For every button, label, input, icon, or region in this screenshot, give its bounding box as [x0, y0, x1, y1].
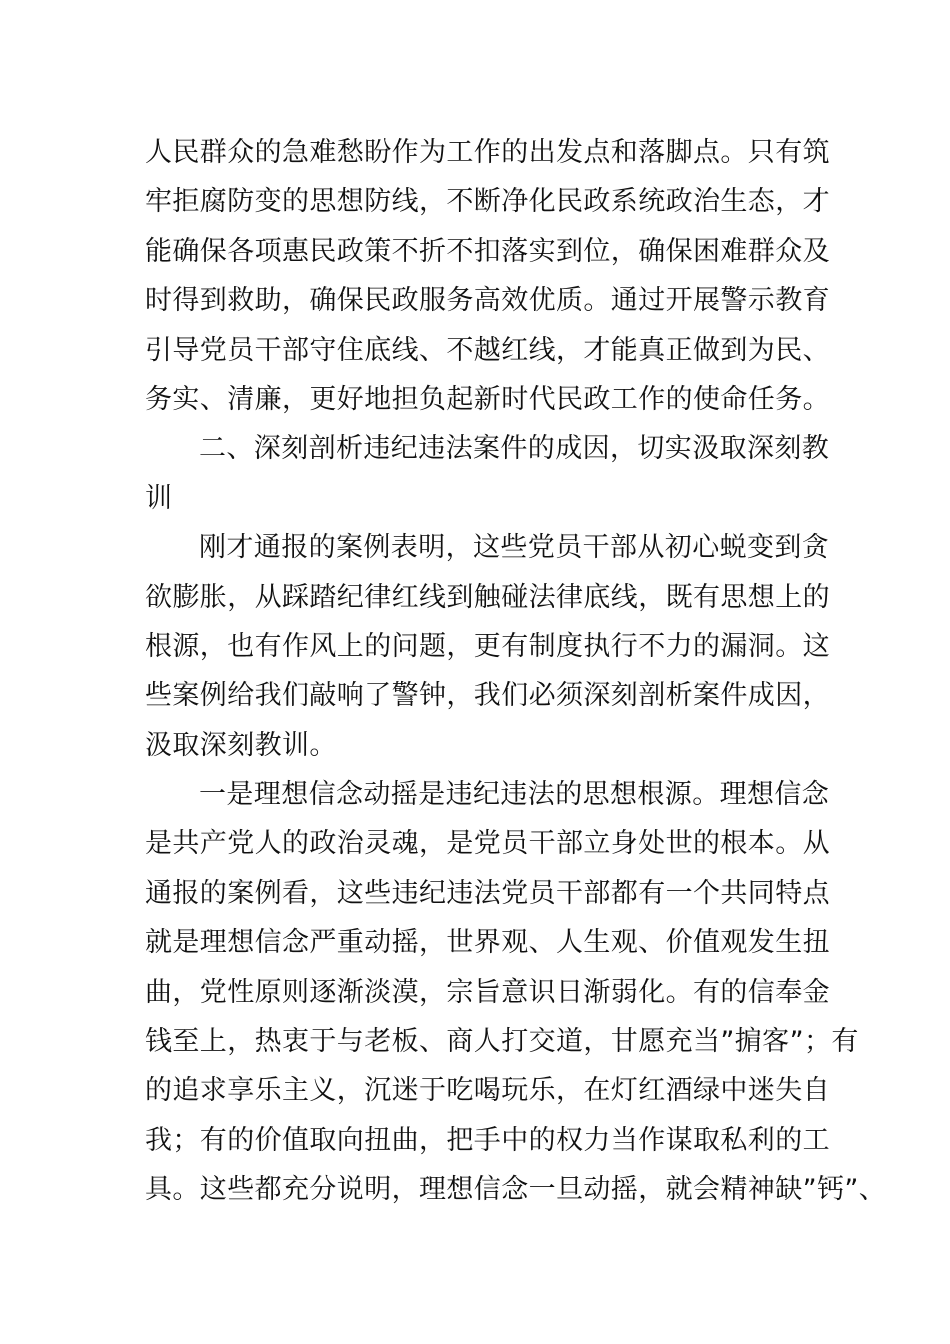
document-body	[145, 128, 887, 1215]
text-line: 能确保各项惠民政策不折不扣落实到位，确保困难群众及	[145, 235, 830, 267]
text-line: 的追求享乐主义，沉迷于吃喝玩乐，在灯红酒绿中迷失自	[145, 1075, 830, 1107]
text-line: 引导党员干部守住底线、不越红线，才能真正做到为民、	[145, 334, 830, 366]
text-line: 具。这些都充分说明，理想信念一旦动摇，就会精神缺”钙”、	[145, 1174, 887, 1206]
text-line: 钱至上，热衷于与老板、商人打交道，甘愿充当”掮客”；有	[145, 1026, 859, 1058]
text-line: 根源，也有作风上的问题，更有制度执行不力的漏洞。这	[145, 630, 830, 662]
text-line: 欲膨胀，从踩踏纪律红线到触碰法律底线，既有思想上的	[145, 581, 830, 613]
text-line: 牢拒腐防变的思想防线，不断净化民政系统政治生态，才	[145, 186, 830, 218]
text-line: 时得到救助，确保民政服务高效优质。通过开展警示教育	[145, 285, 830, 317]
text-line: 人民群众的急难愁盼作为工作的出发点和落脚点。只有筑	[145, 137, 830, 168]
text-line: 曲，党性原则逐渐淡漠，宗旨意识日渐弱化。有的信奉金	[145, 976, 830, 1008]
section-heading: 二、深刻剖析违纪违法案件的成因，切实汲取深刻教	[199, 433, 830, 465]
text-line: 汲取深刻教训。	[145, 729, 337, 761]
section-heading-continuation: 训	[145, 482, 173, 514]
text-line: 我；有的价值取向扭曲，把手中的权力当作谋取私利的工	[145, 1124, 830, 1156]
text-line: 通报的案例看，这些违纪违法党员干部都有一个共同特点	[145, 877, 830, 909]
text-line: 是共产党人的政治灵魂，是党员干部立身处世的根本。从	[145, 828, 830, 860]
text-line: 就是理想信念严重动摇，世界观、人生观、价值观发生扭	[145, 927, 830, 959]
paragraph-start: 刚才通报的案例表明，这些党员干部从初心蜕变到贪	[199, 532, 830, 564]
paragraph-start: 一是理想信念动摇是违纪违法的思想根源。理想信念	[199, 779, 830, 811]
text-line: 务实、清廉，更好地担负起新时代民政工作的使命任务。	[145, 383, 830, 415]
text-line: 些案例给我们敲响了警钟，我们必须深刻剖析案件成因，	[145, 680, 830, 712]
